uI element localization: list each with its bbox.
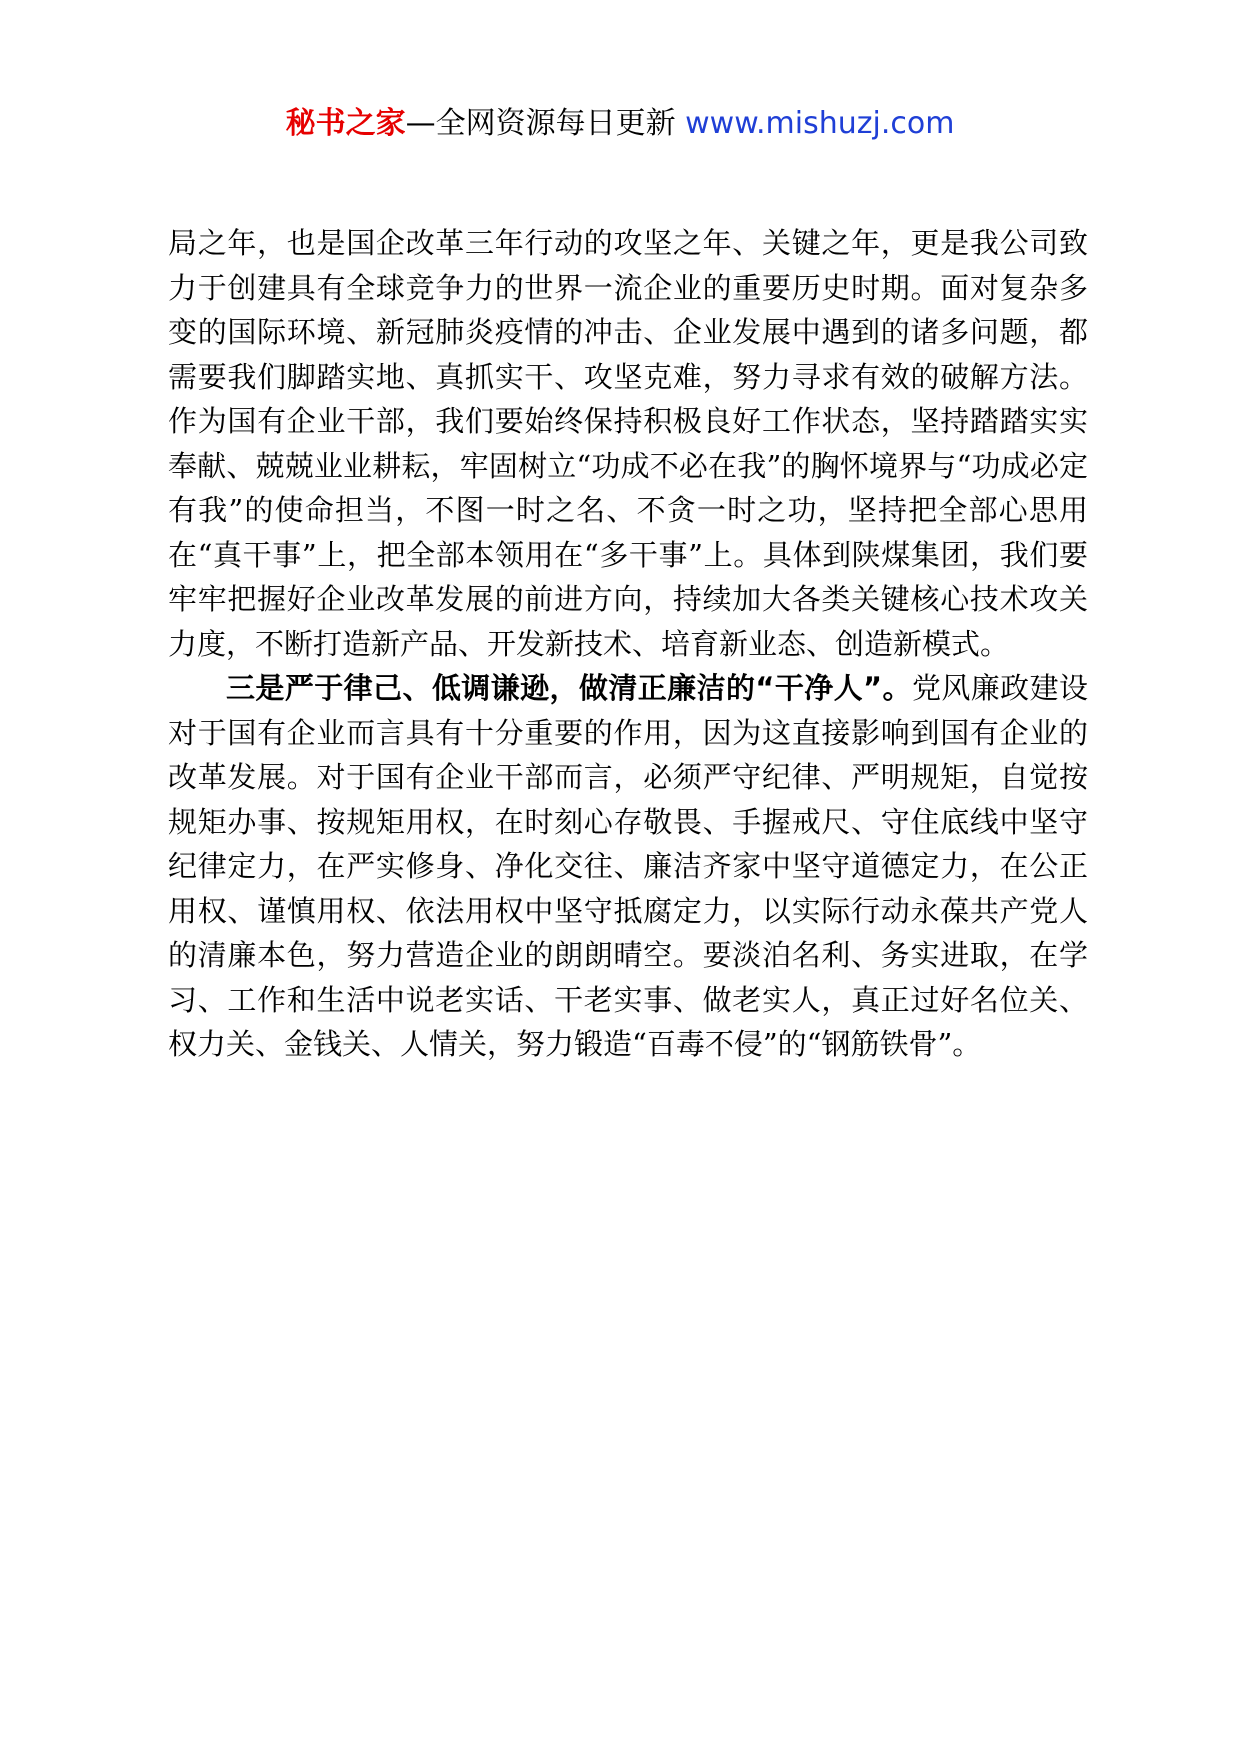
paragraph-2 <box>168 666 1088 1067</box>
paragraph-2-text: 党风廉政建设对于国有企业而言具有十分重要的作用，因为这直接影响到国有企业的改革发展。对于国有企业干部而言，必须严守纪律、严明规矩，自觉按规矩办事、按规矩用权，在时刻心存敬畏、手握戒尺、守住底线中坚守纪律定力，在严实修身、净化交往、廉洁齐家中坚守道德定力，在公正用权、谨慎用权、依法用权中坚守抵腐定力，以实际行动永葆共产党人的清廉本色，努力营造企业的朗朗晴空。要淡泊名利、务实进取，在学习、工作和生活中说老实话、干老实事、做老实人，真正过好名位关、权力关、金钱关、人情关，努力锻造“百毒不侵”的“钢筋铁骨”。 <box>168 671 1088 1061</box>
header-slogan: —全网资源每日更新 <box>405 106 686 141</box>
page-header <box>0 100 1240 148</box>
paragraph-2-lead: 三是严于律己、低调谦逊，做清正廉洁的“干净人”。 <box>226 671 912 705</box>
brand-name: 秘书之家 <box>285 106 406 141</box>
paragraph-1: 局之年，也是国企改革三年行动的攻坚之年、关键之年，更是我公司致力于创建具有全球竞争力的世界一流企业的重要历史时期。面对复杂多变的国际环境、新冠肺炎疫情的冲击、企业发展中遇到的诸多问题，都需要我们脚踏实地、真抓实干、攻坚克难，努力寻求有效的破解方法。作为国有企业干部，我们要始终保持积极良好工作状态，坚持踏踏实实奉献、兢兢业业耕耘，牢固树立“功成不必在我”的胸怀境界与“功成必定有我”的使命担当，不图一时之名、不贪一时之功，坚持把全部心思用在“真干事”上，把全部本领用在“多干事”上。具体到陕煤集团，我们要牢牢把握好企业改革发展的前进方向，持续加大各类关键核心技术攻关力度，不断打造新产品、开发新技术、培育新业态、创造新模式。 <box>168 226 1088 661</box>
site-url-link[interactable]: www.mishuzj.com <box>685 106 955 141</box>
document-body <box>168 221 1088 1067</box>
